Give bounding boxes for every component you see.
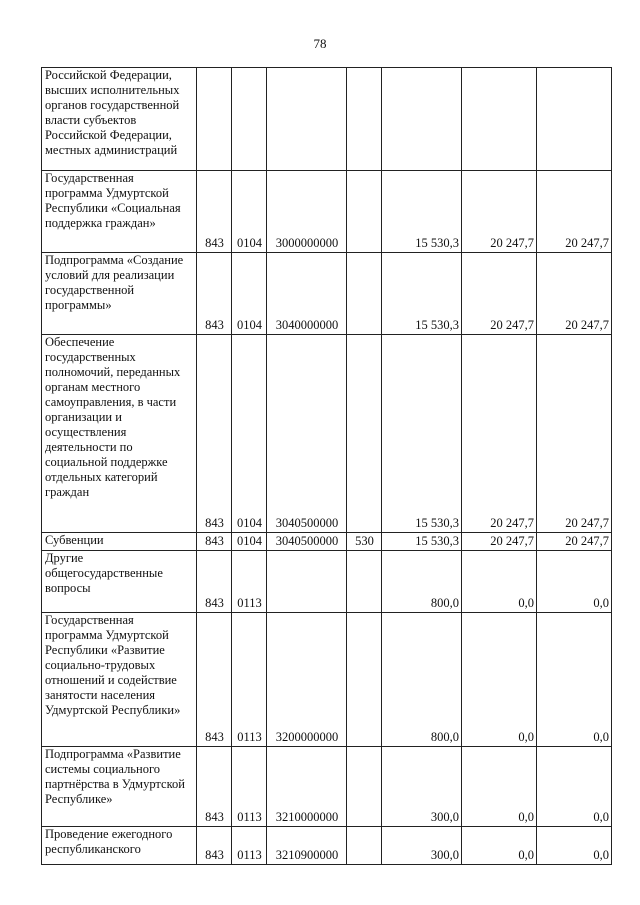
cell-name: Государственная программа Удмуртской Республики «Социальная поддержка граждан»: [42, 171, 197, 253]
cell-name: Обеспечение государственных полномочий, переданных органам местного самоуправления, в части организации и осуществления деятельности по социальной поддержке отдельных категорий граждан: [42, 335, 197, 533]
cell-amount-3: [537, 68, 612, 171]
cell-expense-type: [347, 253, 382, 335]
cell-ministry: 843: [197, 253, 232, 335]
cell-amount-1: 15 530,3: [382, 253, 462, 335]
cell-amount-1: 800,0: [382, 551, 462, 613]
cell-amount-3: 0,0: [537, 827, 612, 865]
cell-expense-type: [347, 68, 382, 171]
cell-expense-type: [347, 171, 382, 253]
cell-section: 0113: [232, 551, 267, 613]
cell-amount-3: 0,0: [537, 613, 612, 747]
cell-expense-type: [347, 335, 382, 533]
cell-section: 0113: [232, 827, 267, 865]
table-row: [42, 613, 612, 747]
table-row: [42, 551, 612, 613]
page-number: 78: [313, 36, 327, 51]
cell-ministry: 843: [197, 827, 232, 865]
cell-section: 0113: [232, 747, 267, 827]
table-row: [42, 747, 612, 827]
cell-amount-1: 800,0: [382, 613, 462, 747]
cell-target-article: 3210000000: [267, 747, 347, 827]
cell-ministry: 843: [197, 171, 232, 253]
cell-amount-2: 20 247,7: [462, 171, 537, 253]
cell-name: Российской Федерации, высших исполнительных органов государственной власти субъектов Российской Федерации, местных администраций: [42, 68, 197, 171]
cell-amount-2: 20 247,7: [462, 533, 537, 551]
cell-target-article: 3040500000: [267, 533, 347, 551]
table-body: [42, 68, 612, 865]
cell-expense-type: [347, 551, 382, 613]
cell-section: 0113: [232, 613, 267, 747]
cell-amount-1: 15 530,3: [382, 171, 462, 253]
cell-amount-2: 0,0: [462, 827, 537, 865]
cell-amount-1: 300,0: [382, 827, 462, 865]
table-row: [42, 68, 612, 171]
cell-target-article: 3040500000: [267, 335, 347, 533]
cell-amount-2: [462, 68, 537, 171]
cell-section: 0104: [232, 533, 267, 551]
cell-amount-2: 20 247,7: [462, 335, 537, 533]
cell-section: [232, 68, 267, 171]
cell-amount-3: 20 247,7: [537, 533, 612, 551]
cell-amount-2: 0,0: [462, 747, 537, 827]
cell-target-article: [267, 551, 347, 613]
cell-amount-1: 15 530,3: [382, 533, 462, 551]
cell-ministry: [197, 68, 232, 171]
cell-ministry: 843: [197, 335, 232, 533]
table-row: [42, 253, 612, 335]
cell-expense-type: [347, 827, 382, 865]
cell-amount-2: 0,0: [462, 613, 537, 747]
cell-expense-type: 530: [347, 533, 382, 551]
cell-amount-3: 20 247,7: [537, 335, 612, 533]
budget-table: [41, 67, 612, 865]
table-row: [42, 171, 612, 253]
cell-amount-3: 20 247,7: [537, 253, 612, 335]
cell-target-article: 3200000000: [267, 613, 347, 747]
cell-expense-type: [347, 613, 382, 747]
cell-amount-3: 20 247,7: [537, 171, 612, 253]
cell-target-article: [267, 68, 347, 171]
table-row: [42, 827, 612, 865]
cell-section: 0104: [232, 253, 267, 335]
cell-amount-1: 300,0: [382, 747, 462, 827]
cell-section: 0104: [232, 335, 267, 533]
cell-ministry: 843: [197, 551, 232, 613]
cell-expense-type: [347, 747, 382, 827]
cell-amount-1: [382, 68, 462, 171]
cell-ministry: 843: [197, 747, 232, 827]
cell-target-article: 3040000000: [267, 253, 347, 335]
cell-ministry: 843: [197, 533, 232, 551]
cell-name: Подпрограмма «Создание условий для реализации государственной программы»: [42, 253, 197, 335]
cell-amount-2: 0,0: [462, 551, 537, 613]
cell-target-article: 3000000000: [267, 171, 347, 253]
cell-section: 0104: [232, 171, 267, 253]
cell-amount-2: 20 247,7: [462, 253, 537, 335]
table-row: [42, 335, 612, 533]
cell-name: Другие общегосударственные вопросы: [42, 551, 197, 613]
cell-amount-1: 15 530,3: [382, 335, 462, 533]
cell-name: Подпрограмма «Развитие системы социального партнёрства в Удмуртской Республике»: [42, 747, 197, 827]
cell-name: Субвенции: [42, 533, 197, 551]
cell-amount-3: 0,0: [537, 551, 612, 613]
cell-ministry: 843: [197, 613, 232, 747]
cell-target-article: 3210900000: [267, 827, 347, 865]
table-row: [42, 533, 612, 551]
cell-amount-3: 0,0: [537, 747, 612, 827]
cell-name: Государственная программа Удмуртской Республики «Развитие социально-трудовых отношений и содействие занятости населения Удмуртской Республики»: [42, 613, 197, 747]
cell-name: Проведение ежегодного республиканского: [42, 827, 197, 865]
